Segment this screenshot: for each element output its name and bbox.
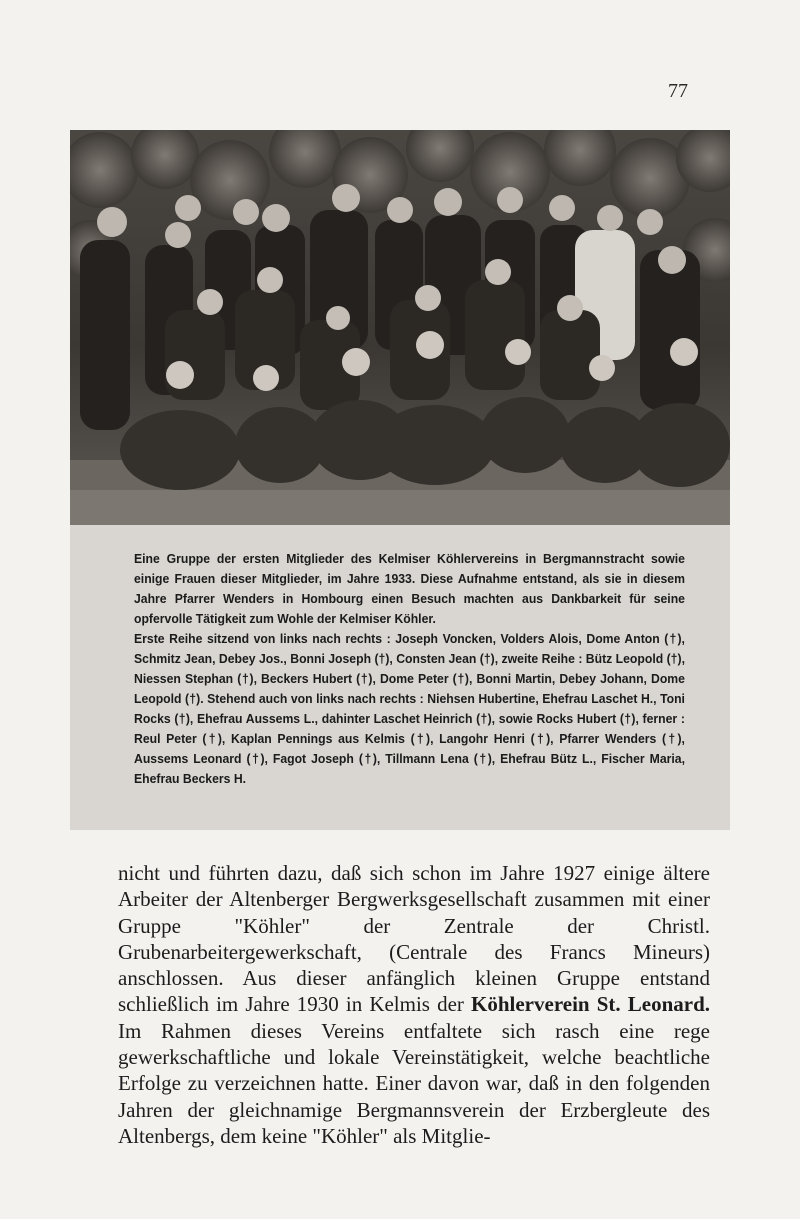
caption-names: Erste Reihe sitzend von links nach rechts : Joseph Voncken, Volders Alois, Dome Anton (†), Schmitz Jean, Debey Jos., Bonni Joseph (†), Consten Jean (†), zweite Reihe : Bütz Leopold (†), Niessen Stephan (†), Beckers Hubert (†), Dome Peter (†), Bonni Martin, Debey Johann, Dome Leopold (†). Stehend auch von links nach rechts : Niehsen Hubertine, Ehefrau Laschet H., Toni Rocks (†), Ehefrau Aussems L., dahinter Laschet Heinrich (†), sowie Rocks Hubert (†), ferner : Reul Peter (†), Kaplan Pennings aus Kelmis (†), Langohr Henri (†), Pfarrer Wenders (†), Aussems Leonard (†), Fagot Joseph (†), Tillmann Lena (†), Ehefrau Bütz L., Fischer Maria, Ehefrau Beckers H.: [134, 632, 685, 786]
group-photo-image: [70, 130, 730, 525]
body-text-after: Im Rahmen dieses Vereins entfaltete sich rasch eine rege gewerkschaftliche und lokale Vereinstätigkeit, welche beachtliche Erfolge zu verzeichnen hatte. Einer davon war, daß in den folgenden Jahren der gleichnamige Bergmannsverein der Erzbergleute des Altenbergs, dem keine "Köhler" als Mitglie-: [118, 1018, 710, 1148]
photo-caption: [134, 549, 685, 789]
body-paragraph: [118, 860, 710, 1149]
figure: [70, 130, 730, 830]
caption-description: Eine Gruppe der ersten Mitglieder des Kelmiser Köhlervereins in Bergmannstracht sowie einige Frauen dieser Mitglieder, im Jahre 1933. Diese Aufnahme entstand, als sie in diesem Jahre Pfarrer Wenders in Hombourg einen Besuch machten aus Dankbarkeit für seine opfervolle Tätigkeit zum Wohle der Kelmiser Köhler.: [134, 552, 685, 626]
page-number: 77: [668, 80, 688, 102]
association-name: Köhlerverein St. Leonard.: [471, 992, 710, 1017]
group-photo: [70, 130, 730, 525]
body-text-before: nicht und führten dazu, daß sich schon im Jahre 1927 einige ältere Arbeiter der Altenberger Bergwerksgesellschaft zusammen mit einer Gruppe "Köhler" der Zentrale der Christl. Grubenarbeitergewerkschaft, (Centrale des Francs Mineurs) anschlossen. Aus dieser anfänglich kleinen Gruppe entstand schließlich im Jahre 1930 in Kelmis der: [118, 861, 710, 1017]
